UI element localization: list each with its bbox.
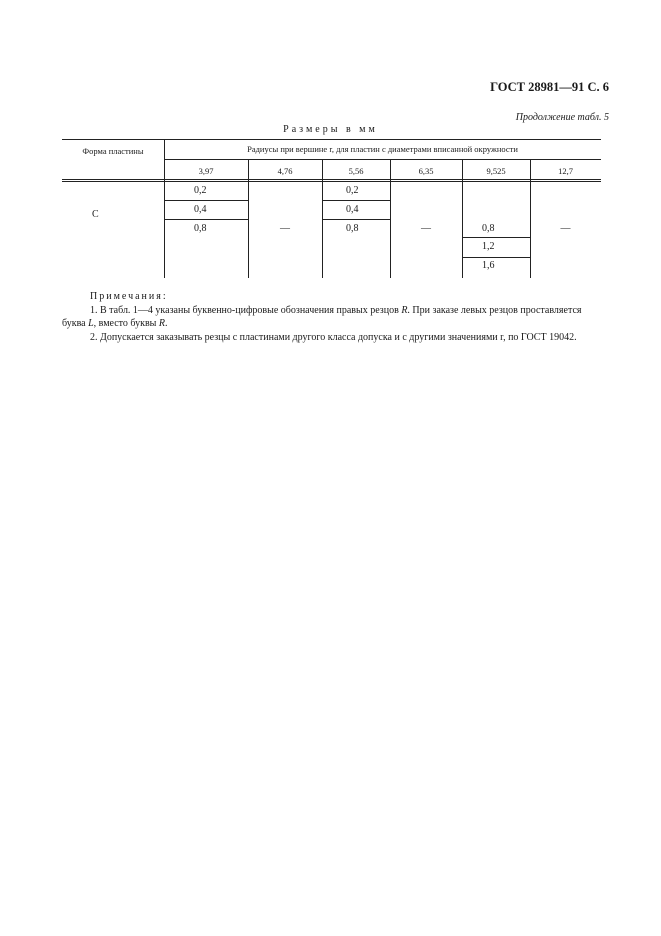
diameter-header: 4,76 (277, 166, 293, 176)
table-cell: 0,8 (194, 223, 207, 234)
table-cell: 0,8 (482, 223, 495, 234)
note-1 (62, 304, 602, 331)
row-divider (164, 219, 248, 220)
table-continuation-label: Продолжение табл. 5 (515, 112, 609, 123)
table-cell-dash: — (560, 223, 571, 234)
note-1-text: , вместо буквы (93, 318, 159, 329)
table-cell: 0,2 (194, 185, 207, 196)
radius-table (62, 139, 601, 278)
diameter-header: 6,35 (418, 166, 434, 176)
header-bottom-rule-2 (62, 181, 601, 182)
diameter-header: 12,7 (558, 166, 573, 176)
table-cell: 0,8 (346, 223, 359, 234)
plate-form-cell: С (92, 209, 99, 220)
table-top-rule (62, 139, 601, 140)
col-divider (248, 159, 249, 278)
header-mid-rule (164, 159, 601, 160)
page-header: ГОСТ 28981—91 С. 6 (490, 80, 609, 94)
row-divider (462, 257, 530, 258)
table-cell: 1,6 (482, 260, 495, 271)
table-cell-dash: — (280, 223, 290, 234)
table-cell: 0,4 (194, 204, 207, 215)
row-divider (322, 200, 390, 201)
diameter-header: 3,97 (198, 166, 214, 176)
col-divider (530, 159, 531, 278)
diameter-header: 9,525 (486, 166, 506, 176)
table-cell-dash: — (421, 223, 431, 234)
row-divider (322, 219, 390, 220)
row-divider (164, 200, 248, 201)
diameter-header: 5,56 (348, 166, 364, 176)
col-divider (390, 159, 391, 278)
note-1-symbol: L (88, 318, 94, 329)
header-bottom-rule (62, 179, 601, 180)
note-1-text: . При заказе левых резцов проставляется буква (62, 304, 582, 329)
col-divider (322, 159, 323, 278)
col-divider (164, 139, 165, 278)
notes-block (62, 290, 602, 344)
note-1-text: 1. В табл. 1—4 указаны буквенно-цифровые обозначения правых резцов (90, 304, 402, 316)
form-column-header: Форма пластины (82, 146, 144, 156)
note-2: 2. Допускается заказывать резцы с пластинами другого класса допуска и с другими значениями r, по ГОСТ 19042. (90, 331, 577, 343)
table-cell: 1,2 (482, 241, 495, 252)
table-cell: 0,2 (346, 185, 359, 196)
note-1-symbol: R (158, 318, 166, 329)
radius-group-header: Радиусы при вершине r, для пластин с диаметрами вписанной окружности (247, 144, 518, 154)
notes-title: Примечания: (90, 291, 168, 302)
sizes-caption: Размеры в мм (283, 124, 378, 135)
col-divider (462, 159, 463, 278)
table-cell: 0,4 (346, 204, 359, 215)
row-divider (462, 237, 530, 238)
note-1-text: . (165, 318, 168, 329)
note-1-symbol: R (401, 304, 408, 316)
